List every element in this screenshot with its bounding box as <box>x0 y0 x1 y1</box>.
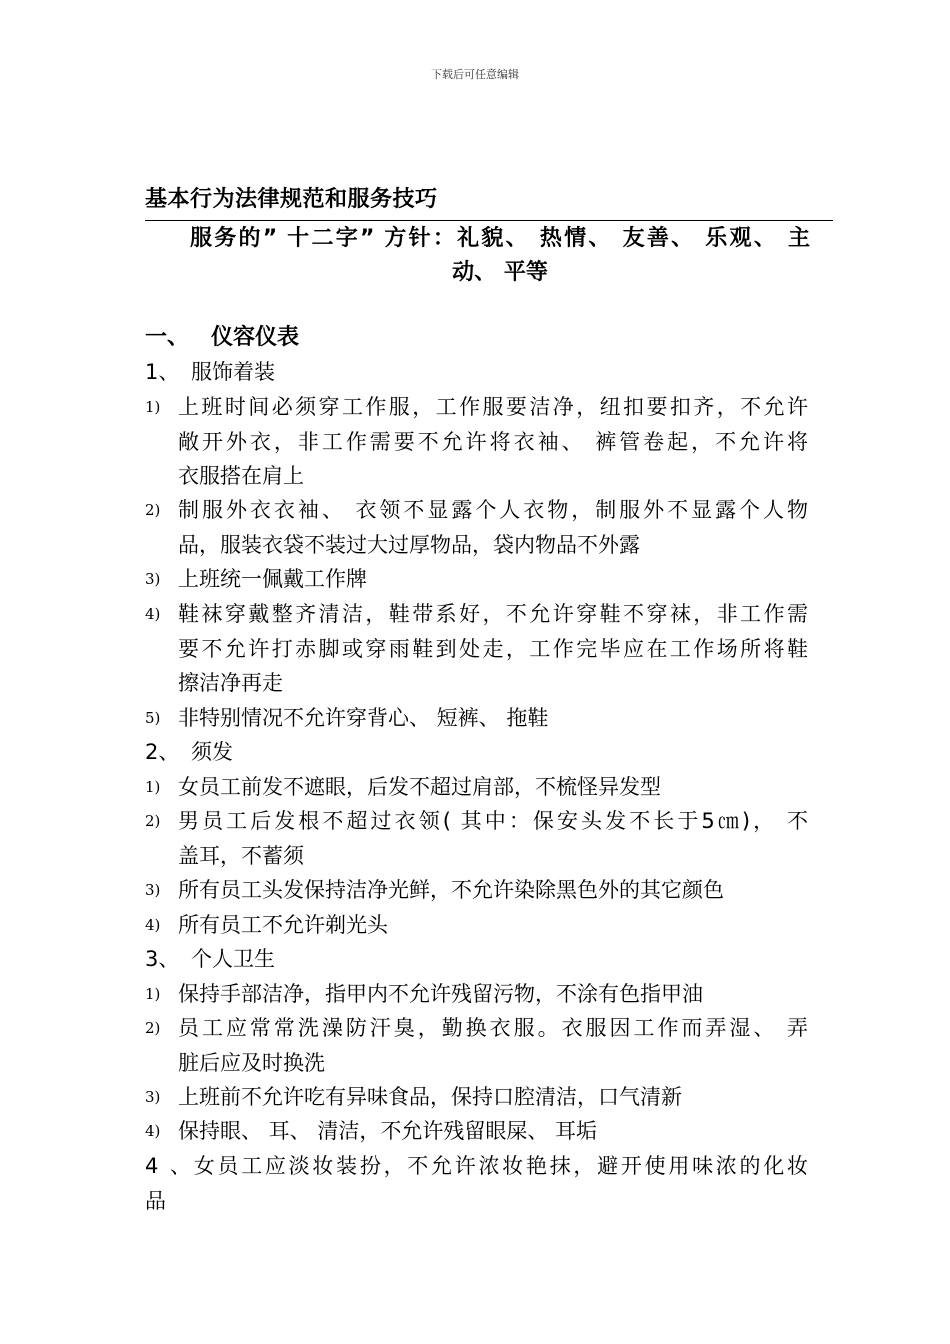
list-item <box>145 1080 808 1115</box>
sub-heading-hair <box>145 735 233 770</box>
list-item-number: 5) <box>145 709 161 727</box>
list-item-number: 2) <box>145 812 161 830</box>
list-item-line: 品，服装衣袋不装过大过厚物品，袋内物品不外露 <box>178 532 640 557</box>
list-item-number: 3) <box>145 881 161 899</box>
list-item-line: 上班统一佩戴工作牌 <box>178 567 367 591</box>
motto-line-2: 动、 平等 <box>452 260 548 285</box>
paragraph-line: 品 <box>145 1188 166 1213</box>
section-heading <box>145 320 299 351</box>
list-item-line: 鞋袜穿戴整齐清洁，鞋带系好，不允许穿鞋不穿袜，非工作需 <box>178 602 808 626</box>
list-item-number: 4) <box>145 605 161 623</box>
list-item-line: 敞开外衣，非工作需要不允许将衣袖、 裤管卷起，不允许将 <box>178 429 808 454</box>
sub-heading-label: 服饰着装 <box>191 360 275 384</box>
service-motto <box>190 222 810 290</box>
list-item-line: 衣服搭在肩上 <box>178 464 304 488</box>
list-item <box>145 770 808 805</box>
list-item-line: 非特别情况不允许穿背心、 短裤、 拖鞋 <box>178 706 549 730</box>
list-item-line: 制服外衣衣袖、 衣领不显露个人衣物，制服外不显露个人物 <box>178 498 808 522</box>
sub-heading-hygiene <box>145 942 275 977</box>
list-item <box>145 804 808 873</box>
list-item-number: 1) <box>145 778 161 796</box>
list-item-line: 上班时间必须穿工作服，工作服要洁净，纽扣要扣齐，不允许 <box>178 395 808 419</box>
list-item-line: 上班前不允许吃有异味食品，保持口腔清洁，口气清新 <box>178 1085 682 1109</box>
list-item <box>145 493 808 562</box>
list-item-line: 所有员工头发保持洁净光鲜，不允许染除黑色外的其它颜色 <box>178 878 724 902</box>
sub-heading-number: 2、 <box>145 740 180 764</box>
list-item-number: 4) <box>145 916 161 934</box>
list-item <box>145 977 808 1012</box>
list-item-line: 要不允许打赤脚或穿雨鞋到处走，工作完毕应在工作场所将鞋 <box>178 636 808 661</box>
sub-heading-number: 3、 <box>145 947 180 971</box>
list-item-line: 脏后应及时换洗 <box>178 1050 325 1075</box>
list-item <box>145 562 808 597</box>
list-item-number: 3) <box>145 1088 161 1106</box>
list-item-line: 女员工前发不遮眼，后发不超过肩部，不梳怪异发型 <box>178 775 661 799</box>
section-number: 一、 <box>145 325 190 350</box>
sub-heading-label: 个人卫生 <box>191 947 275 971</box>
motto-line-1: 服务的” 十二字” 方针：礼貌、 热情、 友善、 乐观、 主 <box>190 226 810 251</box>
list-item-number: 3) <box>145 570 161 588</box>
list-item-line: 擦洁净再走 <box>178 671 283 695</box>
list-item-number: 2) <box>145 1019 161 1037</box>
header-note: 下载后可任意编辑 <box>431 68 519 81</box>
paragraph-line: 女员工应淡妆装扮，不允许浓妆艳抹，避开使用味浓的化妆 <box>191 1154 808 1178</box>
list-item <box>145 908 808 943</box>
list-item-line: 员工应常常洗澡防汗臭，勤换衣服。衣服因工作而弄湿、 弄 <box>178 1016 808 1040</box>
list-item-number: 4) <box>145 1122 161 1140</box>
list-item-line: 保持手部洁净，指甲内不允许残留污物，不涂有色指甲油 <box>178 982 703 1006</box>
list-item-line: 所有员工不允许剃光头 <box>178 913 388 937</box>
sub-heading-attire <box>145 355 275 390</box>
list-item-number: 1) <box>145 398 161 416</box>
paragraph-number: 4、 <box>145 1154 191 1178</box>
sub-heading-number: 1、 <box>145 360 180 384</box>
list-item <box>145 597 808 701</box>
list-item-number: 2) <box>145 501 161 519</box>
title-underline <box>145 220 833 221</box>
list-item-line: 保持眼、 耳、 清洁，不允许残留眼屎、 耳垢 <box>178 1119 598 1143</box>
makeup-paragraph <box>145 1149 808 1218</box>
list-item <box>145 701 808 736</box>
list-item-line: 男员工后发根不超过衣领( 其中：保安头发不长于5㎝)， 不 <box>178 809 808 833</box>
list-item <box>145 873 808 908</box>
sub-heading-label: 须发 <box>191 740 233 764</box>
list-item-line: 盖耳，不蓄须 <box>178 843 304 868</box>
document-title: 基本行为法律规范和服务技巧 <box>145 187 438 212</box>
list-item-number: 1) <box>145 985 161 1003</box>
list-item <box>145 1114 808 1149</box>
section-label: 仪容仪表 <box>211 325 300 350</box>
list-item <box>145 390 808 494</box>
list-item <box>145 1011 808 1080</box>
